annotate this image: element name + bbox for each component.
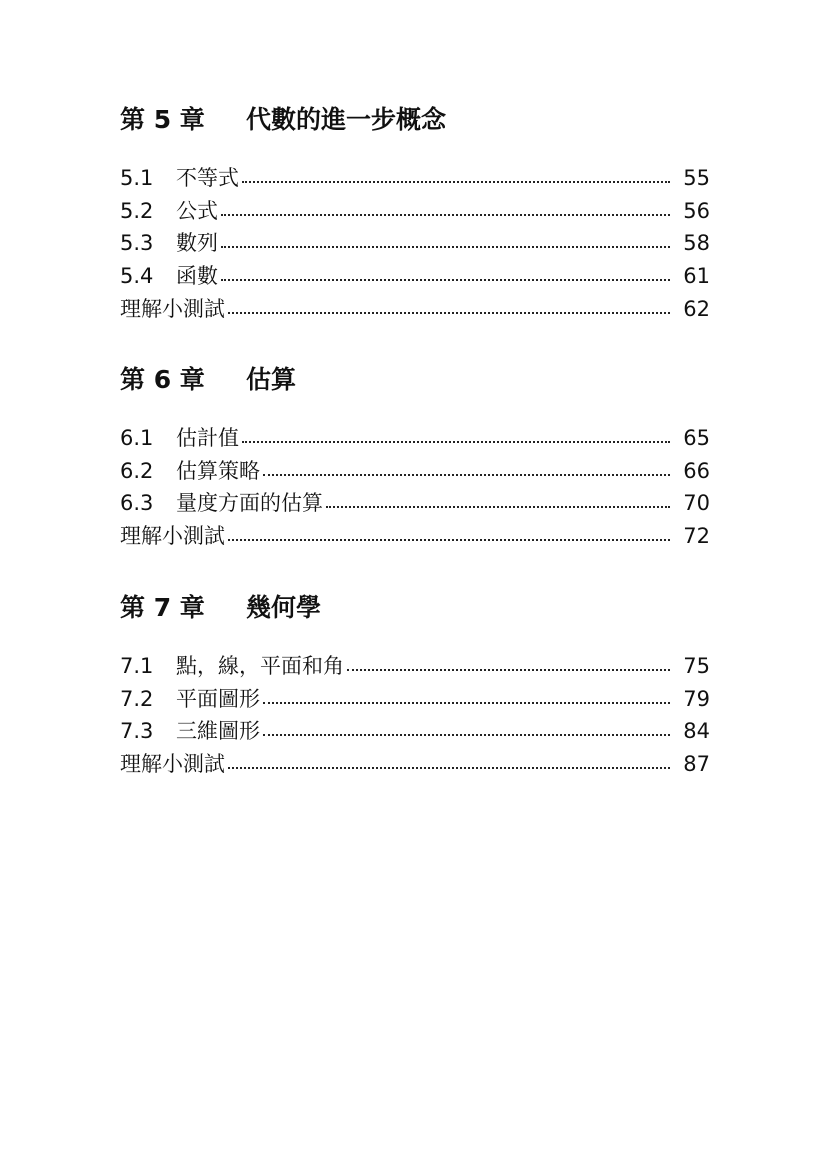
dot-leader bbox=[228, 539, 670, 541]
entry-page-number: 55 bbox=[683, 166, 710, 190]
entry-title: 平面圖形 bbox=[176, 686, 260, 711]
entry-page-number: 70 bbox=[683, 491, 710, 516]
entry-number: 7.2 bbox=[120, 686, 154, 711]
entry-page-number: 65 bbox=[683, 426, 710, 450]
toc-entry[interactable] bbox=[120, 260, 710, 293]
entry-title: 量度方面的估算 bbox=[176, 491, 323, 516]
chapter-number: 第 7 章 bbox=[120, 593, 205, 622]
entry-title: 數列 bbox=[176, 231, 218, 256]
entry-title: 理解小測試 bbox=[120, 752, 225, 777]
chapter-heading bbox=[120, 588, 710, 628]
entry-title: 估算策略 bbox=[176, 458, 260, 483]
entry-page-number: 61 bbox=[683, 264, 710, 289]
toc-list bbox=[120, 650, 710, 781]
chapter-number: 第 5 章 bbox=[120, 105, 205, 134]
entry-number: 6.2 bbox=[120, 458, 154, 483]
entry-number: 6.1 bbox=[120, 426, 154, 450]
toc-entry[interactable] bbox=[120, 227, 710, 260]
entry-number: 5.2 bbox=[120, 198, 154, 223]
chapter-title: 代數的進一步概念 bbox=[246, 105, 447, 134]
dot-leader bbox=[242, 181, 670, 183]
chapter-section bbox=[120, 360, 710, 553]
toc-entry[interactable] bbox=[120, 195, 710, 228]
dot-leader bbox=[221, 279, 670, 281]
entry-title: 點，線，平面和角 bbox=[176, 654, 344, 678]
toc-entry[interactable] bbox=[120, 422, 710, 455]
entry-number: 6.3 bbox=[120, 491, 154, 516]
chapter-title: 估算 bbox=[246, 365, 297, 394]
dot-leader bbox=[263, 474, 670, 476]
chapter-heading bbox=[120, 360, 710, 400]
entry-page-number: 62 bbox=[683, 296, 710, 321]
entry-title: 估計值 bbox=[176, 426, 239, 450]
entry-title: 理解小測試 bbox=[120, 296, 225, 321]
entry-title: 函數 bbox=[176, 264, 218, 289]
toc-entry-quiz[interactable] bbox=[120, 748, 710, 781]
entry-title: 三維圖形 bbox=[176, 719, 260, 744]
entry-title: 不等式 bbox=[176, 166, 239, 190]
dot-leader bbox=[326, 506, 670, 508]
entry-number: 5.1 bbox=[120, 166, 154, 190]
chapter-section bbox=[120, 100, 710, 325]
dot-leader bbox=[263, 702, 670, 704]
toc-entry[interactable] bbox=[120, 487, 710, 520]
entry-page-number: 75 bbox=[683, 654, 710, 678]
toc-list bbox=[120, 162, 710, 325]
entry-title: 理解小測試 bbox=[120, 524, 225, 549]
chapter-number: 第 6 章 bbox=[120, 365, 205, 394]
toc-entry-quiz[interactable] bbox=[120, 293, 710, 326]
entry-page-number: 79 bbox=[683, 686, 710, 711]
dot-leader bbox=[221, 246, 670, 248]
dot-leader bbox=[228, 767, 670, 769]
toc-entry[interactable] bbox=[120, 162, 710, 195]
entry-page-number: 58 bbox=[683, 231, 710, 256]
entry-number: 7.3 bbox=[120, 719, 154, 744]
toc-entry[interactable] bbox=[120, 650, 710, 683]
dot-leader bbox=[347, 669, 670, 671]
chapter-section bbox=[120, 588, 710, 781]
entry-page-number: 87 bbox=[683, 752, 710, 777]
toc-entry[interactable] bbox=[120, 683, 710, 716]
entry-page-number: 84 bbox=[683, 719, 710, 744]
dot-leader bbox=[221, 214, 670, 216]
entry-page-number: 66 bbox=[683, 458, 710, 483]
dot-leader bbox=[263, 734, 670, 736]
entry-title: 公式 bbox=[176, 198, 218, 223]
toc-entry-quiz[interactable] bbox=[120, 520, 710, 553]
entry-page-number: 56 bbox=[683, 198, 710, 223]
dot-leader bbox=[228, 312, 670, 314]
entry-number: 7.1 bbox=[120, 654, 154, 678]
entry-number: 5.3 bbox=[120, 231, 154, 256]
entry-number: 5.4 bbox=[120, 264, 154, 289]
entry-page-number: 72 bbox=[683, 524, 710, 549]
dot-leader bbox=[242, 441, 670, 443]
toc-entry[interactable] bbox=[120, 455, 710, 488]
toc-list bbox=[120, 422, 710, 553]
chapter-title: 幾何學 bbox=[246, 593, 322, 622]
toc-entry[interactable] bbox=[120, 715, 710, 748]
chapter-heading bbox=[120, 100, 710, 140]
